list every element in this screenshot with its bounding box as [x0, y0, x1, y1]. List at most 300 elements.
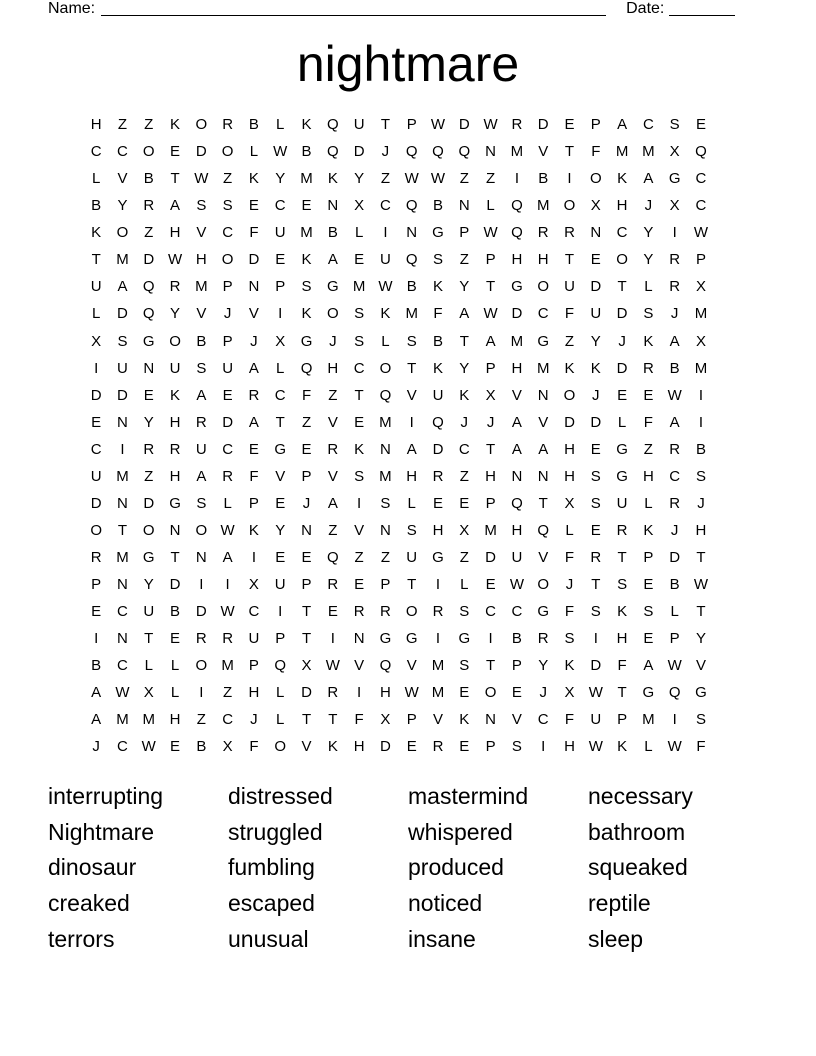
grid-cell[interactable]: T — [564, 251, 575, 269]
grid-cell[interactable]: J — [302, 494, 311, 512]
grid-cell[interactable]: R — [590, 549, 602, 566]
grid-cell[interactable]: W — [588, 684, 603, 702]
grid-cell[interactable]: Y — [275, 170, 286, 188]
grid-cell[interactable]: H — [90, 116, 102, 133]
grid-cell[interactable]: U — [274, 224, 286, 242]
grid-cell[interactable]: W — [404, 170, 419, 188]
grid-cell[interactable]: V — [275, 467, 286, 485]
grid-cell[interactable]: Q — [379, 386, 392, 404]
grid-cell[interactable]: N — [537, 467, 549, 485]
grid-cell[interactable]: K — [459, 711, 470, 729]
grid-cell[interactable]: A — [643, 657, 654, 675]
grid-cell[interactable]: J — [223, 305, 232, 323]
grid-cell[interactable]: R — [222, 467, 234, 485]
grid-cell[interactable]: P — [380, 576, 391, 594]
grid-cell[interactable]: L — [617, 413, 627, 431]
grid-cell[interactable]: D — [379, 738, 391, 756]
grid-cell[interactable]: H — [511, 359, 523, 377]
grid-cell[interactable]: Q — [326, 116, 339, 133]
grid-cell[interactable]: Y — [170, 305, 181, 323]
grid-cell[interactable]: P — [511, 657, 522, 675]
grid-cell[interactable]: M — [379, 467, 392, 485]
grid-cell[interactable]: B — [301, 143, 312, 161]
grid-cell[interactable]: Z — [459, 251, 469, 269]
grid-cell[interactable]: X — [91, 332, 102, 350]
grid-cell[interactable]: L — [276, 684, 285, 702]
grid-cell[interactable]: U — [406, 549, 418, 566]
grid-cell[interactable]: N — [458, 197, 470, 215]
grid-cell[interactable]: M — [510, 332, 524, 350]
grid-cell[interactable]: C — [537, 711, 549, 729]
grid-cell[interactable]: M — [642, 143, 655, 161]
grid-cell[interactable]: I — [567, 170, 572, 188]
grid-cell[interactable]: S — [590, 603, 601, 621]
grid-cell[interactable]: D — [169, 576, 181, 594]
grid-cell[interactable]: P — [590, 116, 601, 133]
grid-cell[interactable]: W — [430, 170, 446, 188]
grid-cell[interactable]: R — [432, 603, 444, 621]
grid-cell[interactable]: E — [301, 440, 312, 458]
grid-cell[interactable]: Q — [379, 657, 392, 675]
grid-cell[interactable]: T — [301, 603, 312, 621]
grid-cell[interactable]: I — [357, 494, 362, 512]
grid-cell[interactable]: A — [327, 494, 338, 512]
grid-cell[interactable]: T — [696, 549, 706, 566]
grid-cell[interactable]: G — [511, 278, 523, 296]
grid-cell[interactable]: D — [143, 251, 155, 269]
grid-cell[interactable]: O — [169, 332, 181, 350]
grid-cell[interactable]: C — [642, 116, 654, 133]
grid-cell[interactable]: R — [511, 116, 523, 133]
grid-cell[interactable]: D — [353, 143, 365, 161]
grid-cell[interactable]: D — [458, 116, 470, 133]
grid-cell[interactable]: X — [590, 197, 601, 215]
grid-cell[interactable]: V — [327, 413, 338, 431]
grid-cell[interactable]: F — [696, 738, 706, 756]
grid-cell[interactable]: Y — [459, 359, 470, 377]
grid-cell[interactable]: R — [669, 494, 681, 512]
grid-cell[interactable]: O — [195, 521, 208, 539]
grid-cell[interactable]: G — [432, 549, 444, 566]
grid-cell[interactable]: R — [327, 440, 339, 458]
grid-cell[interactable]: V — [117, 170, 128, 188]
grid-cell[interactable]: Z — [354, 549, 364, 566]
grid-cell[interactable]: V — [301, 738, 312, 756]
grid-cell[interactable]: A — [511, 413, 522, 431]
grid-cell[interactable]: M — [116, 711, 129, 729]
grid-cell[interactable]: G — [642, 684, 655, 702]
grid-cell[interactable]: H — [564, 440, 575, 458]
grid-cell[interactable]: N — [195, 549, 207, 566]
grid-cell[interactable]: J — [697, 494, 705, 512]
grid-cell[interactable]: B — [248, 116, 259, 133]
grid-cell[interactable]: I — [435, 576, 441, 594]
grid-cell[interactable]: R — [169, 278, 181, 296]
grid-cell[interactable]: S — [459, 657, 470, 675]
grid-cell[interactable]: M — [116, 251, 129, 269]
grid-cell[interactable]: O — [326, 305, 339, 323]
grid-cell[interactable]: C — [222, 224, 234, 242]
grid-cell[interactable]: C — [695, 170, 707, 188]
grid-cell[interactable]: W — [194, 170, 209, 188]
grid-cell[interactable]: H — [169, 413, 181, 431]
grid-cell[interactable]: I — [330, 630, 335, 648]
grid-cell[interactable]: I — [94, 359, 99, 377]
grid-cell[interactable]: Q — [511, 494, 523, 512]
grid-cell[interactable]: H — [248, 684, 260, 702]
grid-cell[interactable]: D — [511, 305, 523, 323]
grid-cell[interactable]: U — [195, 440, 207, 458]
grid-cell[interactable]: C — [117, 657, 128, 675]
grid-cell[interactable]: Q — [326, 549, 339, 566]
grid-cell[interactable]: C — [695, 197, 707, 215]
grid-cell[interactable]: T — [486, 657, 496, 675]
grid-cell[interactable]: P — [222, 332, 233, 350]
grid-cell[interactable]: M — [510, 143, 524, 161]
grid-cell[interactable]: U — [274, 576, 286, 594]
grid-cell[interactable]: E — [511, 684, 522, 702]
grid-cell[interactable]: P — [459, 224, 470, 242]
grid-cell[interactable]: O — [221, 251, 234, 269]
grid-cell[interactable]: A — [459, 305, 470, 323]
grid-cell[interactable]: Q — [405, 251, 418, 269]
grid-cell[interactable]: P — [643, 549, 654, 566]
grid-cell[interactable]: T — [407, 576, 417, 594]
grid-cell[interactable]: S — [354, 305, 365, 323]
grid-cell[interactable]: E — [564, 116, 575, 133]
grid-cell[interactable]: C — [511, 603, 523, 621]
grid-cell[interactable]: W — [325, 657, 340, 675]
grid-cell[interactable]: K — [459, 386, 470, 404]
grid-cell[interactable]: K — [617, 170, 628, 188]
grid-cell[interactable]: K — [327, 170, 338, 188]
grid-cell[interactable]: I — [251, 549, 257, 566]
grid-cell[interactable]: P — [485, 251, 496, 269]
grid-cell[interactable]: F — [591, 143, 601, 161]
grid-cell[interactable]: T — [486, 278, 496, 296]
grid-cell[interactable]: K — [643, 332, 654, 350]
grid-cell[interactable]: A — [327, 251, 338, 269]
grid-cell[interactable]: P — [275, 630, 286, 648]
grid-cell[interactable]: O — [537, 278, 550, 296]
grid-cell[interactable]: F — [564, 603, 575, 621]
grid-cell[interactable]: X — [380, 711, 391, 729]
grid-cell[interactable]: O — [379, 359, 392, 377]
grid-cell[interactable]: W — [430, 116, 446, 133]
grid-cell[interactable]: Y — [695, 630, 706, 648]
grid-cell[interactable]: R — [669, 251, 681, 269]
grid-cell[interactable]: J — [670, 305, 679, 323]
grid-cell[interactable]: V — [354, 521, 365, 539]
grid-cell[interactable]: T — [486, 440, 496, 458]
grid-cell[interactable]: J — [250, 332, 258, 350]
grid-cell[interactable]: M — [405, 305, 418, 323]
grid-cell[interactable]: O — [90, 521, 102, 539]
grid-cell[interactable]: Z — [486, 170, 496, 188]
grid-cell[interactable]: I — [698, 413, 704, 431]
grid-cell[interactable]: R — [642, 359, 654, 377]
grid-cell[interactable]: X — [354, 197, 365, 215]
grid-cell[interactable]: R — [432, 467, 444, 485]
grid-cell[interactable]: P — [695, 251, 706, 269]
grid-cell[interactable]: O — [274, 738, 287, 756]
grid-cell[interactable]: A — [117, 278, 128, 296]
grid-cell[interactable]: P — [248, 657, 259, 675]
grid-cell[interactable]: I — [199, 684, 204, 702]
grid-cell[interactable]: D — [195, 603, 207, 621]
grid-cell[interactable]: T — [117, 521, 128, 539]
grid-cell[interactable]: F — [249, 738, 259, 756]
grid-cell[interactable]: D — [669, 549, 681, 566]
grid-cell[interactable]: U — [222, 359, 234, 377]
grid-cell[interactable]: W — [667, 386, 682, 404]
grid-cell[interactable]: O — [484, 684, 497, 702]
grid-cell[interactable]: C — [117, 603, 128, 621]
grid-cell[interactable]: T — [301, 711, 312, 729]
grid-cell[interactable]: I — [383, 224, 388, 242]
grid-cell[interactable]: F — [433, 305, 443, 323]
grid-cell[interactable]: E — [643, 386, 654, 404]
grid-cell[interactable]: P — [669, 630, 680, 648]
grid-cell[interactable]: V — [196, 224, 207, 242]
grid-cell[interactable]: H — [169, 711, 181, 729]
grid-cell[interactable]: Z — [144, 224, 154, 242]
grid-cell[interactable]: T — [617, 684, 627, 702]
grid-cell[interactable]: I — [672, 224, 677, 242]
grid-cell[interactable]: E — [459, 684, 470, 702]
grid-cell[interactable]: W — [693, 224, 709, 242]
grid-cell[interactable]: E — [485, 576, 496, 594]
grid-cell[interactable]: D — [485, 549, 497, 566]
grid-cell[interactable]: T — [591, 576, 601, 594]
grid-cell[interactable]: O — [116, 224, 129, 242]
grid-cell[interactable]: P — [485, 494, 496, 512]
grid-cell[interactable]: R — [537, 224, 549, 242]
grid-cell[interactable]: Y — [459, 278, 470, 296]
grid-cell[interactable]: Q — [537, 521, 550, 539]
grid-cell[interactable]: S — [695, 711, 706, 729]
date-field-line[interactable] — [669, 0, 735, 16]
grid-cell[interactable]: S — [590, 467, 601, 485]
grid-cell[interactable]: B — [170, 603, 181, 621]
grid-cell[interactable]: B — [91, 657, 102, 675]
grid-cell[interactable]: W — [483, 305, 498, 323]
grid-cell[interactable]: O — [537, 576, 550, 594]
grid-cell[interactable]: V — [196, 305, 207, 323]
grid-cell[interactable]: I — [278, 305, 283, 323]
grid-cell[interactable]: E — [354, 576, 365, 594]
grid-cell[interactable]: W — [483, 116, 498, 133]
grid-cell[interactable]: S — [196, 494, 207, 512]
grid-cell[interactable]: X — [275, 332, 286, 350]
grid-cell[interactable]: E — [327, 603, 338, 621]
grid-cell[interactable]: X — [669, 197, 680, 215]
grid-cell[interactable]: L — [407, 494, 416, 512]
grid-cell[interactable]: L — [276, 711, 285, 729]
grid-cell[interactable]: L — [354, 224, 364, 242]
grid-cell[interactable]: Q — [142, 305, 155, 323]
grid-cell[interactable]: T — [301, 630, 312, 648]
grid-cell[interactable]: L — [276, 359, 285, 377]
grid-cell[interactable]: I — [672, 711, 677, 729]
grid-cell[interactable]: S — [117, 332, 128, 350]
grid-cell[interactable]: D — [432, 440, 444, 458]
grid-cell[interactable]: F — [249, 467, 259, 485]
grid-cell[interactable]: A — [669, 413, 680, 431]
grid-cell[interactable]: D — [248, 251, 260, 269]
grid-cell[interactable]: U — [117, 359, 128, 377]
grid-cell[interactable]: G — [326, 278, 339, 296]
grid-cell[interactable]: H — [564, 738, 575, 756]
grid-cell[interactable]: Q — [511, 224, 523, 242]
grid-cell[interactable]: P — [301, 467, 312, 485]
grid-cell[interactable]: N — [248, 278, 260, 296]
grid-cell[interactable]: R — [195, 413, 207, 431]
grid-cell[interactable]: J — [460, 413, 469, 431]
grid-cell[interactable]: D — [117, 305, 128, 323]
grid-cell[interactable]: I — [94, 630, 99, 648]
grid-cell[interactable]: A — [248, 413, 259, 431]
grid-cell[interactable]: R — [327, 576, 339, 594]
grid-cell[interactable]: Z — [223, 170, 233, 188]
grid-cell[interactable]: Z — [144, 467, 154, 485]
grid-cell[interactable]: M — [484, 521, 497, 539]
grid-cell[interactable]: M — [300, 170, 313, 188]
grid-cell[interactable]: Q — [326, 143, 339, 161]
grid-cell[interactable]: P — [248, 494, 259, 512]
grid-cell[interactable]: D — [616, 305, 628, 323]
grid-cell[interactable]: A — [643, 170, 654, 188]
grid-cell[interactable]: H — [406, 467, 418, 485]
grid-cell[interactable]: Y — [643, 251, 654, 269]
grid-cell[interactable]: H — [564, 467, 575, 485]
grid-cell[interactable]: N — [485, 711, 497, 729]
grid-cell[interactable]: B — [91, 197, 102, 215]
grid-cell[interactable]: K — [248, 521, 259, 539]
grid-cell[interactable]: S — [196, 197, 207, 215]
grid-cell[interactable]: T — [617, 549, 627, 566]
grid-cell[interactable]: W — [220, 603, 235, 621]
grid-cell[interactable]: D — [195, 143, 207, 161]
grid-cell[interactable]: V — [406, 657, 417, 675]
grid-cell[interactable]: R — [222, 630, 234, 648]
grid-cell[interactable]: R — [432, 738, 444, 756]
grid-cell[interactable]: R — [169, 440, 181, 458]
grid-cell[interactable]: I — [199, 576, 204, 594]
grid-cell[interactable]: E — [590, 440, 601, 458]
grid-cell[interactable]: R — [353, 603, 365, 621]
grid-cell[interactable]: L — [170, 657, 180, 675]
grid-cell[interactable]: M — [116, 549, 129, 566]
grid-cell[interactable]: S — [669, 116, 680, 133]
grid-cell[interactable]: S — [590, 494, 601, 512]
grid-cell[interactable]: D — [590, 278, 602, 296]
grid-cell[interactable]: C — [379, 197, 391, 215]
grid-cell[interactable]: A — [485, 332, 496, 350]
grid-cell[interactable]: J — [644, 197, 653, 215]
grid-cell[interactable]: U — [432, 386, 444, 404]
grid-cell[interactable]: T — [380, 116, 390, 133]
grid-cell[interactable]: W — [509, 576, 524, 594]
grid-cell[interactable]: Z — [459, 549, 469, 566]
grid-cell[interactable]: K — [564, 359, 575, 377]
grid-cell[interactable]: S — [617, 576, 628, 594]
grid-cell[interactable]: D — [117, 386, 128, 404]
grid-cell[interactable]: L — [486, 197, 495, 215]
grid-cell[interactable]: K — [170, 116, 181, 133]
grid-cell[interactable]: M — [694, 305, 708, 323]
grid-cell[interactable]: O — [142, 521, 155, 539]
grid-cell[interactable]: U — [511, 549, 523, 566]
grid-cell[interactable]: O — [563, 197, 576, 215]
grid-cell[interactable]: T — [617, 278, 627, 296]
grid-cell[interactable]: R — [616, 521, 628, 539]
grid-cell[interactable]: G — [142, 332, 155, 350]
grid-cell[interactable]: E — [91, 603, 102, 621]
grid-cell[interactable]: X — [564, 684, 575, 702]
grid-cell[interactable]: W — [378, 278, 393, 296]
grid-cell[interactable]: Z — [328, 521, 338, 539]
grid-cell[interactable]: M — [379, 413, 392, 431]
grid-cell[interactable]: G — [405, 630, 418, 648]
grid-cell[interactable]: S — [380, 494, 391, 512]
grid-cell[interactable]: G — [668, 170, 681, 188]
grid-cell[interactable]: H — [195, 251, 207, 269]
grid-cell[interactable]: V — [511, 386, 522, 404]
grid-cell[interactable]: L — [460, 576, 469, 594]
grid-cell[interactable]: L — [381, 332, 390, 350]
grid-cell[interactable]: L — [644, 494, 653, 512]
grid-cell[interactable]: R — [143, 197, 155, 215]
grid-cell[interactable]: F — [301, 386, 312, 404]
grid-cell[interactable]: N — [301, 521, 312, 539]
grid-cell[interactable]: K — [590, 359, 601, 377]
grid-cell[interactable]: N — [117, 630, 128, 648]
grid-cell[interactable]: I — [514, 170, 519, 188]
grid-cell[interactable]: V — [538, 413, 549, 431]
grid-cell[interactable]: V — [354, 657, 365, 675]
grid-cell[interactable]: R — [248, 386, 260, 404]
grid-cell[interactable]: R — [537, 630, 549, 648]
grid-cell[interactable]: W — [588, 738, 603, 756]
grid-cell[interactable]: C — [117, 738, 128, 756]
grid-cell[interactable]: P — [485, 738, 496, 756]
grid-cell[interactable]: K — [433, 278, 444, 296]
grid-cell[interactable]: O — [589, 170, 602, 188]
grid-cell[interactable]: J — [486, 413, 495, 431]
grid-cell[interactable]: H — [327, 359, 339, 377]
grid-cell[interactable]: H — [695, 521, 707, 539]
grid-cell[interactable]: T — [328, 711, 338, 729]
grid-cell[interactable]: Q — [405, 197, 418, 215]
grid-cell[interactable]: J — [539, 684, 547, 702]
grid-cell[interactable]: W — [483, 224, 498, 242]
grid-cell[interactable]: W — [167, 251, 183, 269]
grid-cell[interactable]: Z — [144, 116, 154, 133]
grid-cell[interactable]: M — [615, 143, 629, 161]
grid-cell[interactable]: K — [170, 386, 181, 404]
grid-cell[interactable]: J — [329, 332, 337, 350]
grid-cell[interactable]: X — [248, 576, 259, 594]
grid-cell[interactable]: S — [459, 603, 470, 621]
grid-cell[interactable]: T — [459, 332, 469, 350]
grid-cell[interactable]: X — [485, 386, 496, 404]
grid-cell[interactable]: C — [616, 224, 628, 242]
grid-cell[interactable]: C — [117, 143, 128, 161]
grid-cell[interactable]: M — [116, 467, 129, 485]
grid-cell[interactable]: L — [565, 521, 574, 539]
grid-cell[interactable]: Z — [380, 549, 390, 566]
